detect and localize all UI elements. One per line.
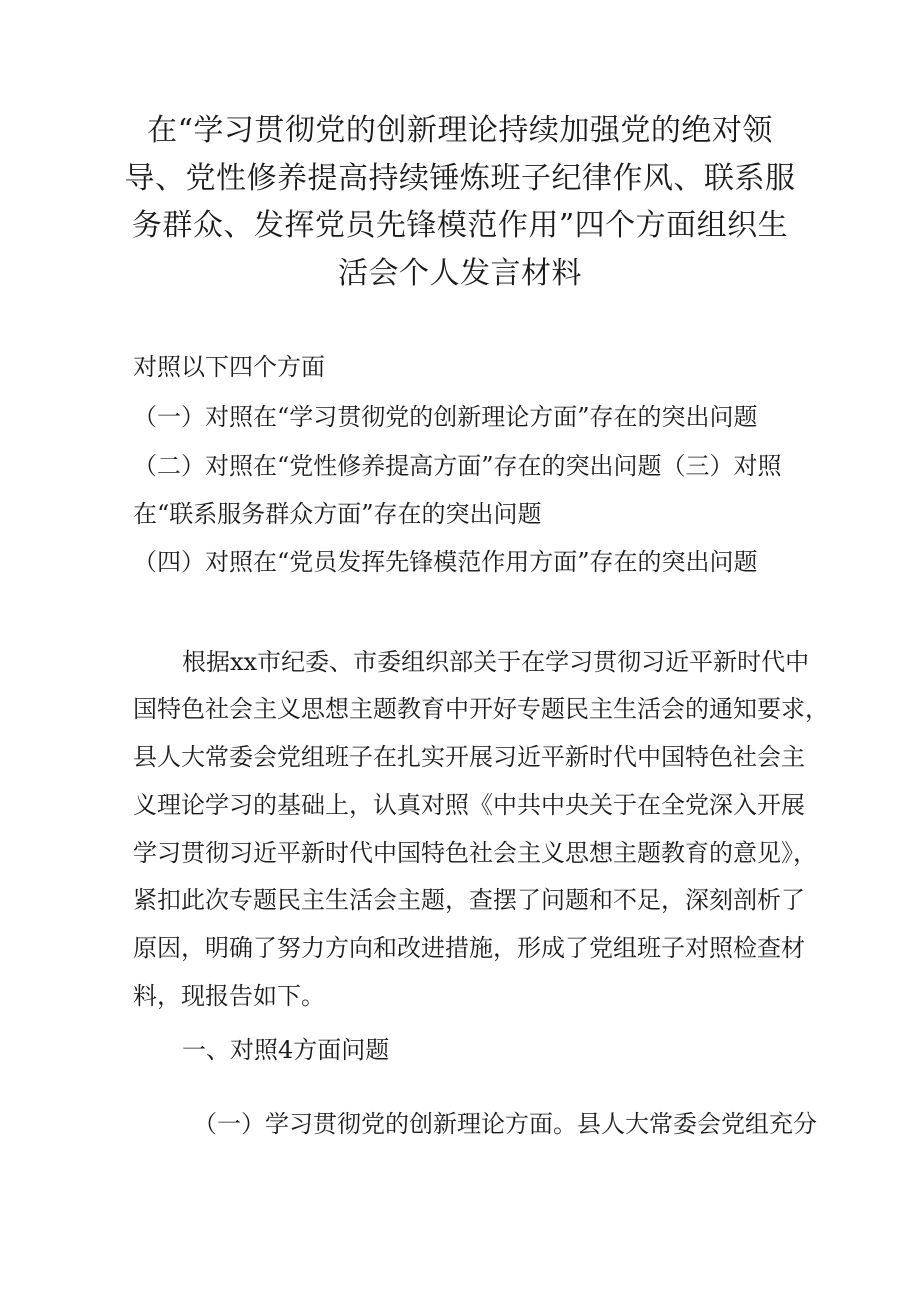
aspect-line-4: （四）对照在“党员发挥先锋模范作用方面”存在的突出问题: [133, 548, 758, 576]
aspect-line-2: （二）对照在“党性修养提高方面”存在的突出问题（三）对照: [133, 452, 782, 480]
body-paragraph-line-6: 紧扣此次专题民主生活会主题，查摆了问题和不足，深刻剖析了: [133, 886, 805, 914]
body-paragraph-line-4: 义理论学习的基础上，认真对照《中共中央关于在全党深入开展: [133, 791, 805, 819]
body-paragraph-line-5: 学习贯彻习近平新时代中国特色社会主义思想主题教育的意见》，: [133, 839, 817, 867]
subsection-line: （一）学习贯彻党的创新理论方面。县人大常委会党组充分: [193, 1110, 817, 1138]
aspect-line-1: （一）对照在“学习贯彻党的创新理论方面”存在的突出问题: [133, 403, 758, 431]
aspect-line-3: 在“联系服务群众方面”存在的突出问题: [133, 500, 542, 528]
document-title-line-3: 务群众、发挥党员先锋模范作用”四个方面组织生: [131, 208, 789, 243]
body-paragraph-line-8: 料，现报告如下。: [133, 982, 325, 1010]
body-paragraph-line-1: 根据xx市纪委、市委组织部关于在学习贯彻习近平新时代中: [182, 648, 810, 676]
document-title-line-2: 导、党性修养提高持续锤炼班子纪律作风、联系服: [124, 161, 796, 196]
body-paragraph-line-2: 国特色社会主义思想主题教育中开好专题民主生活会的通知要求，: [133, 695, 829, 723]
section-heading: 一、对照4方面问题: [182, 1036, 390, 1064]
document-title-line-1: 在“学习贯彻党的创新理论持续加强党的绝对领: [147, 113, 773, 148]
intro-heading: 对照以下四个方面: [133, 353, 325, 381]
body-paragraph-line-3: 县人大常委会党组班子在扎实开展习近平新时代中国特色社会主: [133, 743, 805, 771]
body-paragraph-line-7: 原因，明确了努力方向和改进措施，形成了党组班子对照检查材: [133, 934, 805, 962]
document-title-line-4: 活会个人发言材料: [338, 256, 582, 291]
